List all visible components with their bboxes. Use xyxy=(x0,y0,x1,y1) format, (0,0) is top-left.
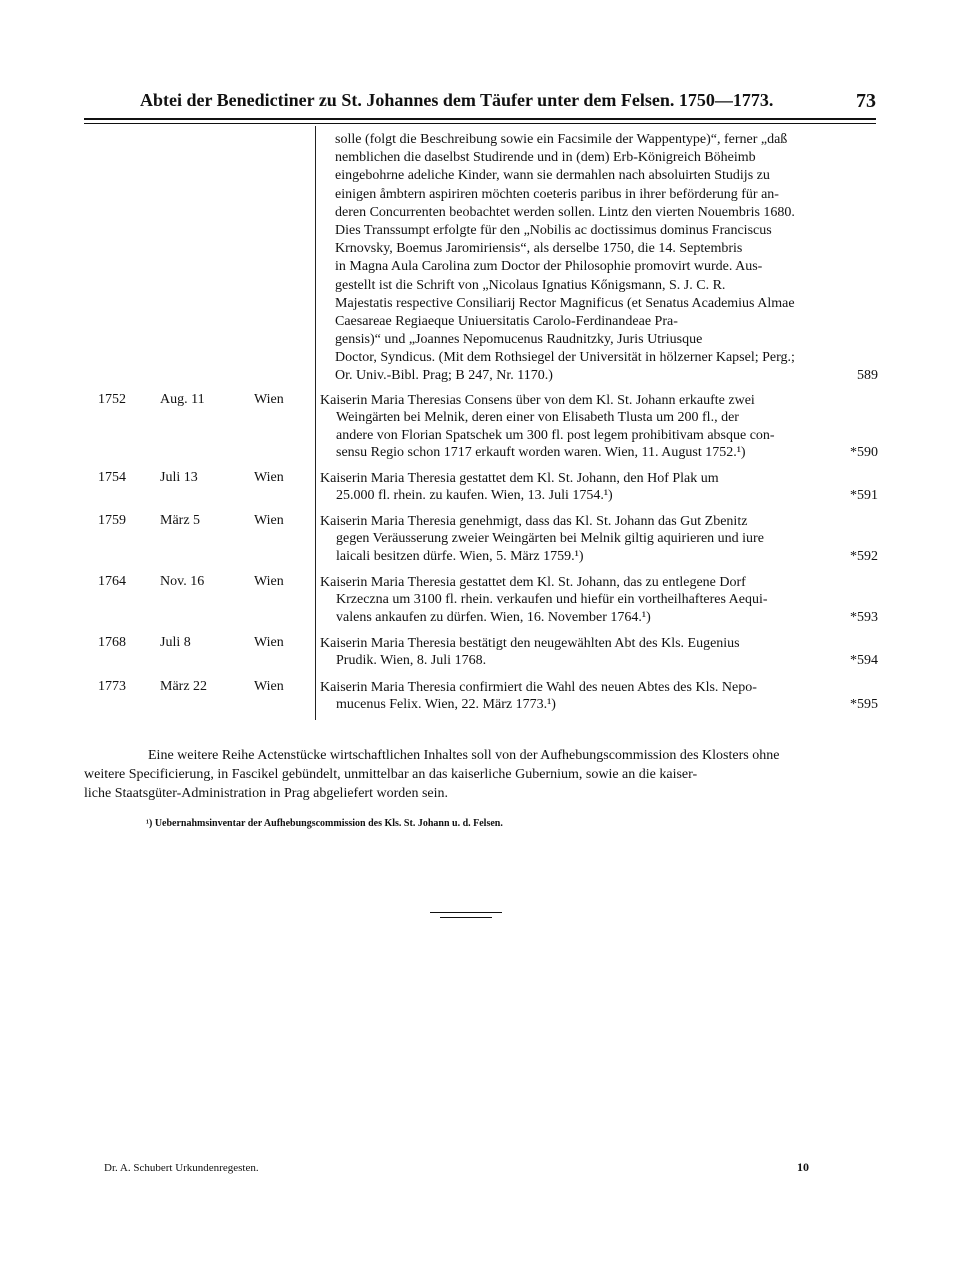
text-line: 25.000 fl. rhein. zu kaufen. Wien, 13. Juli 1754.¹) xyxy=(336,488,613,504)
entry-place: Wien xyxy=(254,574,284,589)
text-line: Majestatis respective Consiliarij Rector Magnificus (et Senatus Academius Almae xyxy=(335,295,795,311)
entry-date: Aug. 11 xyxy=(160,392,205,407)
entry-text xyxy=(320,470,878,505)
text-line-last xyxy=(335,367,878,385)
text-line: einigen åmbtern aspiriren möchten coeteris paribus in ihrer beförderung für an- xyxy=(335,186,779,202)
entry-date: Nov. 16 xyxy=(160,574,205,589)
text-line: valens ankaufen zu dürfen. Wien, 16. November 1764.¹) xyxy=(336,609,651,625)
text-line: Caesareae Regiaeque Uniuersitatis Carolo-Ferdinandeae Pra- xyxy=(335,313,678,329)
entry-date: März 22 xyxy=(160,679,208,694)
entry-number: 589 xyxy=(857,368,878,384)
text-line: Kaiserin Maria Theresias Consens über von dem Kl. St. Johann erkaufte zwei xyxy=(320,393,755,408)
entry-text xyxy=(320,513,878,565)
text-line: Dies Transsumpt erfolgte für den „Nobilis ac doctissimus dominus Franciscus xyxy=(335,222,772,238)
entry-place: Wien xyxy=(254,470,284,485)
entry-text xyxy=(320,635,878,670)
entry-place: Wien xyxy=(254,513,284,528)
text-line: gegen Veräusserung zweier Weingärten bei Melnik giltig aquirieren und iure xyxy=(336,531,764,547)
entry-number: *595 xyxy=(850,697,878,713)
entry-year: 1754 xyxy=(98,470,126,485)
text-line: sensu Regio schon 1717 erkauft worden waren. Wien, 11. August 1752.¹) xyxy=(336,445,746,461)
text-line: andere von Florian Spatschek um 300 fl. post legem prohibitivam absque con- xyxy=(336,427,775,443)
entry-place: Wien xyxy=(254,679,284,694)
entry-number: *593 xyxy=(850,609,878,625)
text-line: deren Concurrenten beobachtet werden sollen. Lintz den vierten Nouembris 1680. xyxy=(335,204,795,220)
entry-date: Juli 13 xyxy=(160,470,198,485)
entry-number: *591 xyxy=(850,488,878,504)
text-line: Kaiserin Maria Theresia gestattet dem Kl. St. Johann, den Hof Plak um xyxy=(320,471,719,486)
entry-text xyxy=(320,574,878,626)
text-line: eingebohrne adeliche Kinder, wann sie dermahlen nach absoluirten Studijs zu xyxy=(335,168,770,184)
entry-year: 1759 xyxy=(98,513,126,528)
header-rule-thin xyxy=(84,123,876,124)
text-line: laicali besitzen dürfe. Wien, 5. März 1759.¹) xyxy=(336,548,584,564)
entry-number: *592 xyxy=(850,548,878,564)
entry-place: Wien xyxy=(254,635,284,650)
entry-year: 1764 xyxy=(98,574,126,589)
entry-text xyxy=(320,392,878,462)
footer-signature: Dr. A. Schubert Urkundenregesten. xyxy=(104,1162,259,1174)
continuation-entry xyxy=(335,131,878,386)
entry-date: März 5 xyxy=(160,513,201,528)
running-title: Abtei der Benedictiner zu St. Johannes dem Täufer unter dem Felsen. 1750—1773. xyxy=(140,90,774,110)
closing-note xyxy=(84,746,878,803)
text-line: weitere Specificierung, in Fascikel gebündelt, unmittelbar an das kaiserliche Gubernium, sowie an die kaiser- xyxy=(84,767,698,782)
end-rule xyxy=(430,912,502,913)
entry-date: Juli 8 xyxy=(160,635,191,650)
text-line: Or. Univ.-Bibl. Prag; B 247, Nr. 1170.) xyxy=(335,368,553,384)
text-line-last xyxy=(320,609,878,626)
text-line: mucenus Felix. Wien, 22. März 1773.¹) xyxy=(336,697,556,713)
text-line-last xyxy=(320,696,878,713)
entry-number: *590 xyxy=(850,445,878,461)
column-divider xyxy=(315,126,316,720)
footnote: ¹) Uebernahmsinventar der Aufhebungscommission des Kls. St. Johann u. d. Felsen. xyxy=(146,818,503,829)
text-line: Kaiserin Maria Theresia bestätigt den neugewählten Abt des Kls. Eugenius xyxy=(320,636,740,651)
text-line: in Magna Aula Carolina zum Doctor der Philosophie promovirt wurde. Aus- xyxy=(335,259,763,275)
text-line-last xyxy=(320,548,878,565)
entry-number: *594 xyxy=(850,653,878,669)
text-line: Kaiserin Maria Theresia gestattet dem Kl. St. Johann, das zu entlegene Dorf xyxy=(320,575,746,590)
text-line: liche Staatsgüter-Administration in Prag abgeliefert worden sein. xyxy=(84,786,449,801)
header-rule xyxy=(84,118,876,120)
entry-year: 1768 xyxy=(98,635,126,650)
sheet-number: 10 xyxy=(797,1160,809,1174)
end-rule-thin xyxy=(440,917,492,918)
text-line-last xyxy=(320,487,878,504)
page-number: 73 xyxy=(856,90,876,112)
entry-year: 1773 xyxy=(98,679,126,694)
text-line-last xyxy=(320,444,878,461)
text-line-last xyxy=(320,652,878,669)
text-line: nemblichen die daselbst Studirende und in (dem) Erb-Königreich Böheimb xyxy=(335,150,756,166)
text-line: Weingärten bei Melnik, deren einer von Elisabeth Tlusta um 200 fl., der xyxy=(336,410,739,426)
text-line: gestellt ist die Schrift von „Nicolaus Ignatius Kőnigsmann, S. J. C. R. xyxy=(335,277,726,293)
text-line: Doctor, Syndicus. (Mit dem Rothsiegel der Universität in hölzerner Kapsel; Perg.; xyxy=(335,350,795,366)
text-line: Krzeczna um 3100 fl. rhein. verkaufen und hiefür ein vortheilhafteres Aequi- xyxy=(336,592,768,608)
text-line: Kaiserin Maria Theresia genehmigt, dass das Kl. St. Johann das Gut Zbenitz xyxy=(320,514,748,529)
text-line: solle (folgt die Beschreibung sowie ein Facsimile der Wappentype)“, ferner „daß xyxy=(335,132,788,147)
text-line: Krnovsky, Boemus Jaromiriensis“, als derselbe 1750, die 14. Septembris xyxy=(335,241,743,257)
running-head xyxy=(140,90,880,114)
text-line: Kaiserin Maria Theresia confirmiert die Wahl des neuen Abtes des Kls. Nepo- xyxy=(320,680,757,695)
text-line: Prudik. Wien, 8. Juli 1768. xyxy=(336,653,487,669)
entry-text xyxy=(320,679,878,714)
entry-year: 1752 xyxy=(98,392,126,407)
entry-place: Wien xyxy=(254,392,284,407)
text-line: gensis)“ und „Joannes Nepomucenus Raudnitzky, Juris Utriusque xyxy=(335,332,703,348)
text-line: Eine weitere Reihe Actenstücke wirtschaftlichen Inhaltes soll von der Aufhebungscommission des Klosters ohne xyxy=(148,748,780,763)
